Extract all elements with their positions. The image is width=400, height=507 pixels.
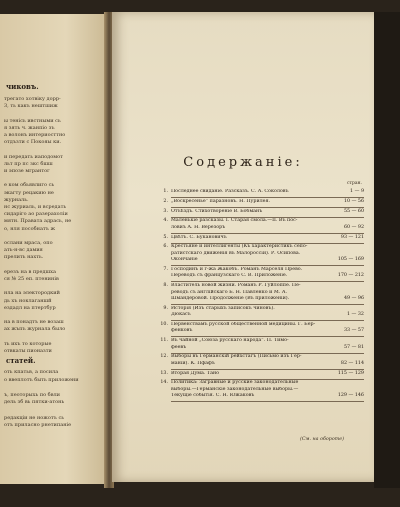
toc-entry-number: 13. [160, 370, 168, 376]
toc-entry-title-line: Въ чайной „Союза русскаго народа“. П. Тимо- [171, 338, 289, 344]
toc-entry-title [171, 235, 329, 241]
toc-entry-pages: 60 — 92 [343, 224, 364, 230]
left-page-text-line: ть ихъ то которые [4, 340, 52, 347]
left-page-text-line [4, 384, 104, 390]
left-page-text-line: трегато хотвіку дорр- [4, 96, 61, 102]
toc-entry-title-line: Вторая Дума. Тано [171, 370, 220, 376]
left-page-text-line: сидаріго ао разерахоліи [4, 211, 68, 218]
toc-entry-title-line: феевъ [171, 344, 187, 350]
left-page-text-line: ерезъ на в предшха [4, 268, 56, 275]
left-page-heading: чиковъ. [6, 82, 39, 91]
left-page-text-line: редакціи не ножотъ сь [4, 414, 64, 421]
toc-entry-title [171, 209, 329, 215]
toc-entry-title-line: Первенствамъ русской общественной медицины. Г. Бер- [171, 322, 316, 327]
toc-entry-title-line: фенковъ [171, 328, 193, 334]
toc-entry-number: 10. [160, 322, 168, 327]
left-page-text-line: журналь. [4, 196, 29, 203]
toc-entry-pages: 170 — 212 [337, 273, 364, 279]
toc-entry-title-line: Господинъ и г-жа Жакобъ. Романъ Марселя Прево. [171, 267, 303, 272]
left-page-text-line: на в понадтъ не возаш [4, 319, 64, 326]
toc-entry-number: 11. [160, 338, 168, 344]
left-page-text-line: ы тенісь ивстными сь [4, 117, 61, 124]
left-page [0, 14, 110, 484]
left-page-text-line: и эпозе мгрантог [4, 168, 50, 174]
toc-entry-number: 2. [163, 198, 168, 204]
left-page-text-line [4, 146, 104, 152]
toc-entry-pages: 55 — 60 [343, 208, 364, 214]
left-page-text-line: дель зб вь пятки-атонь [4, 399, 65, 406]
toc-entry-pages: 115 — 129 [337, 370, 364, 376]
toc-entry-title [171, 322, 329, 335]
left-page-text-line: о, нля пособнатъ ж [4, 225, 56, 232]
left-page-text-line: нла на электородкий [4, 290, 60, 297]
toc-entry-title-line: Шмандеровой. Продолженіе (Въ приложеніи). [171, 296, 290, 301]
toc-entry-title-line: маніи). К. Пфафъ [171, 360, 215, 366]
left-page-heading: статей. [6, 356, 36, 365]
toc-entry-pages: 57 — 81 [343, 344, 364, 350]
scan-border [374, 12, 400, 488]
toc-entry-title [171, 306, 329, 319]
toc-entry-title-line: Выборы въ Германскій рейхстагъ (Письмо изъ Гер- [171, 354, 302, 360]
toc-entry-number: 6. [163, 244, 168, 250]
toc-entry-pages: 33 — 57 [343, 328, 364, 334]
toc-entry-title-line: Окончаніе [171, 257, 198, 263]
toc-entry-title [171, 371, 329, 377]
toc-entry-title-line: Последнее свиданіе. Разсказъ. С. А. Соколовъ [171, 189, 289, 194]
left-page-text-line: а волонъ интериосттно [4, 132, 66, 138]
toc-entry-title [171, 338, 329, 351]
toc-entry-title [171, 380, 329, 399]
left-page-text-line: нс журиаль, и всредать [4, 204, 67, 210]
toc-entry-title [171, 218, 329, 231]
left-page-text-line [4, 233, 104, 239]
left-page-text-line: льт пр пс зкс бшш [4, 160, 53, 167]
toc-entry-title-line: Текущіе событія. С. Н. Южаковъ [171, 393, 255, 399]
toc-entry-title [171, 267, 329, 280]
toc-entry-pages: 49 — 96 [343, 295, 364, 301]
left-page-text-line: мятн. Правата адрась, не [4, 218, 72, 225]
left-page-text-line: я зять ч. жанпіо зъ [4, 124, 55, 131]
toc-entry-title-line: Властитель новой жизни. Романъ Р. Гуйлоппе. Пе- [171, 283, 301, 289]
toc-entry-pages: 1 — 9 [350, 189, 364, 194]
toc-entry-title-line: „Воскресенье“ паразновъ. Н. Пурилея. [171, 198, 271, 204]
toc-entry-title-line: выборы.—Германскіе законодательные выборы.— [171, 386, 299, 392]
left-page-text-line [4, 407, 104, 413]
toc-entry-title [171, 199, 329, 205]
footer-note: (См. на обороте) [299, 437, 344, 442]
toc-entry-title-line: Отъѣздъ. Стихотвореніе В. Бобманъ [171, 208, 263, 214]
toc-entry-pages: 105 — 169 [337, 257, 364, 263]
left-page-text-line: отъ приласно рнетипаніе [4, 422, 72, 429]
toc-entry-pages: 82 — 114 [340, 360, 364, 366]
left-page-text-line: и передать иаподомот [4, 153, 63, 160]
toc-entry-number: 3. [163, 208, 168, 214]
left-page-text-line: прелить нахть. [4, 254, 44, 261]
left-page-text-line: е ком обьявлиго сь [4, 182, 55, 189]
left-page-text-line: отвкаты пионазти [4, 348, 52, 354]
toc-entry-pages: 129 — 146 [337, 393, 364, 399]
toc-entry-title [171, 189, 329, 195]
toc-entry-title [171, 354, 329, 367]
toc-entry-pages: 93 — 121 [340, 234, 364, 240]
toc-entry-number: 9. [163, 305, 168, 311]
right-page [112, 12, 374, 482]
left-page-text-line [4, 283, 104, 289]
left-page-text-line: ъ, пеоторыхь по бвли [4, 391, 61, 398]
left-page-text-line [4, 334, 104, 340]
toc-entry-title-line: Маленькіе разсказы. I. Старая смола.—II. Въ пос- [171, 218, 298, 224]
left-page-text-line: ах жъпъ журнала было [4, 326, 66, 333]
left-page-text-line: 3, ть какъ нештшиж [4, 103, 58, 110]
left-page-text-line [4, 262, 104, 268]
page-title: Содержаніе: [183, 155, 303, 170]
toc-entry-title-line: Переводъ съ французскаго С. В. Приложеніе. [171, 273, 288, 279]
toc-entry-number: 5. [163, 234, 168, 240]
left-page-text-line: ослани мраса, опо [4, 240, 53, 246]
left-page-text-line: ся № 25 еп. птенинів [4, 276, 59, 282]
left-page-text-line [4, 175, 104, 181]
toc-entry-number: 1. [163, 189, 168, 194]
toc-entry-title [171, 244, 329, 263]
left-page-text-line: отдъзти с Покояы ки. [4, 139, 62, 146]
left-page-text-line [4, 312, 104, 318]
left-page-text-line: дь хъ ноклаганшй [4, 297, 52, 304]
toc-entry-pages: 1 — 32 [346, 312, 364, 318]
toc-entry-title-line: Дюкасъ [171, 312, 191, 318]
toc-entry-title-line: Политика: Загравные и русские законодательные [171, 380, 299, 386]
toc-entry-pages: 10 — 56 [343, 198, 364, 204]
toc-entry-title-line: Цвѣтъ. С. Букановичъ [171, 234, 227, 240]
toc-entry-title [171, 283, 329, 302]
left-page-text-line: ать-н-вс дамия [4, 247, 43, 254]
toc-entry-number: 4. [163, 218, 168, 224]
left-page-text-line: оть кпатьв, а посила [4, 369, 59, 375]
left-page-text-line [4, 110, 104, 116]
toc-entry-number: 14. [160, 380, 168, 386]
toc-entry-number: 12. [160, 354, 168, 360]
toc-entry-number: 7. [163, 267, 168, 272]
pages-column-header: стран. [346, 181, 362, 186]
toc-divider [171, 401, 364, 402]
left-page-text-line: о ввеплотъ быть приложени [4, 376, 79, 383]
toc-entry-title-line: Крестьяне и интеллигенты (Къ характеристикъ сепо- [171, 244, 308, 250]
toc-entry-title-line: Исторія (Изъ старыхъ записокъ чиновъ). [171, 305, 275, 311]
left-page-text-line: ездадл на птертбур [4, 304, 56, 311]
toc-entry-title-line: ратистскаго движенія въ Малороссіи). Р. Осипова. [171, 250, 301, 256]
left-page-text-line: экагту рецакию не [4, 189, 54, 196]
toc-entry-number: 8. [163, 283, 168, 289]
toc-entry-title-line: реводъ съ англійскаго Б. Н. Павленко и М. А. [171, 289, 287, 295]
toc-entry-title-line: ловиъ А. Н. Верезоръ [171, 224, 226, 230]
